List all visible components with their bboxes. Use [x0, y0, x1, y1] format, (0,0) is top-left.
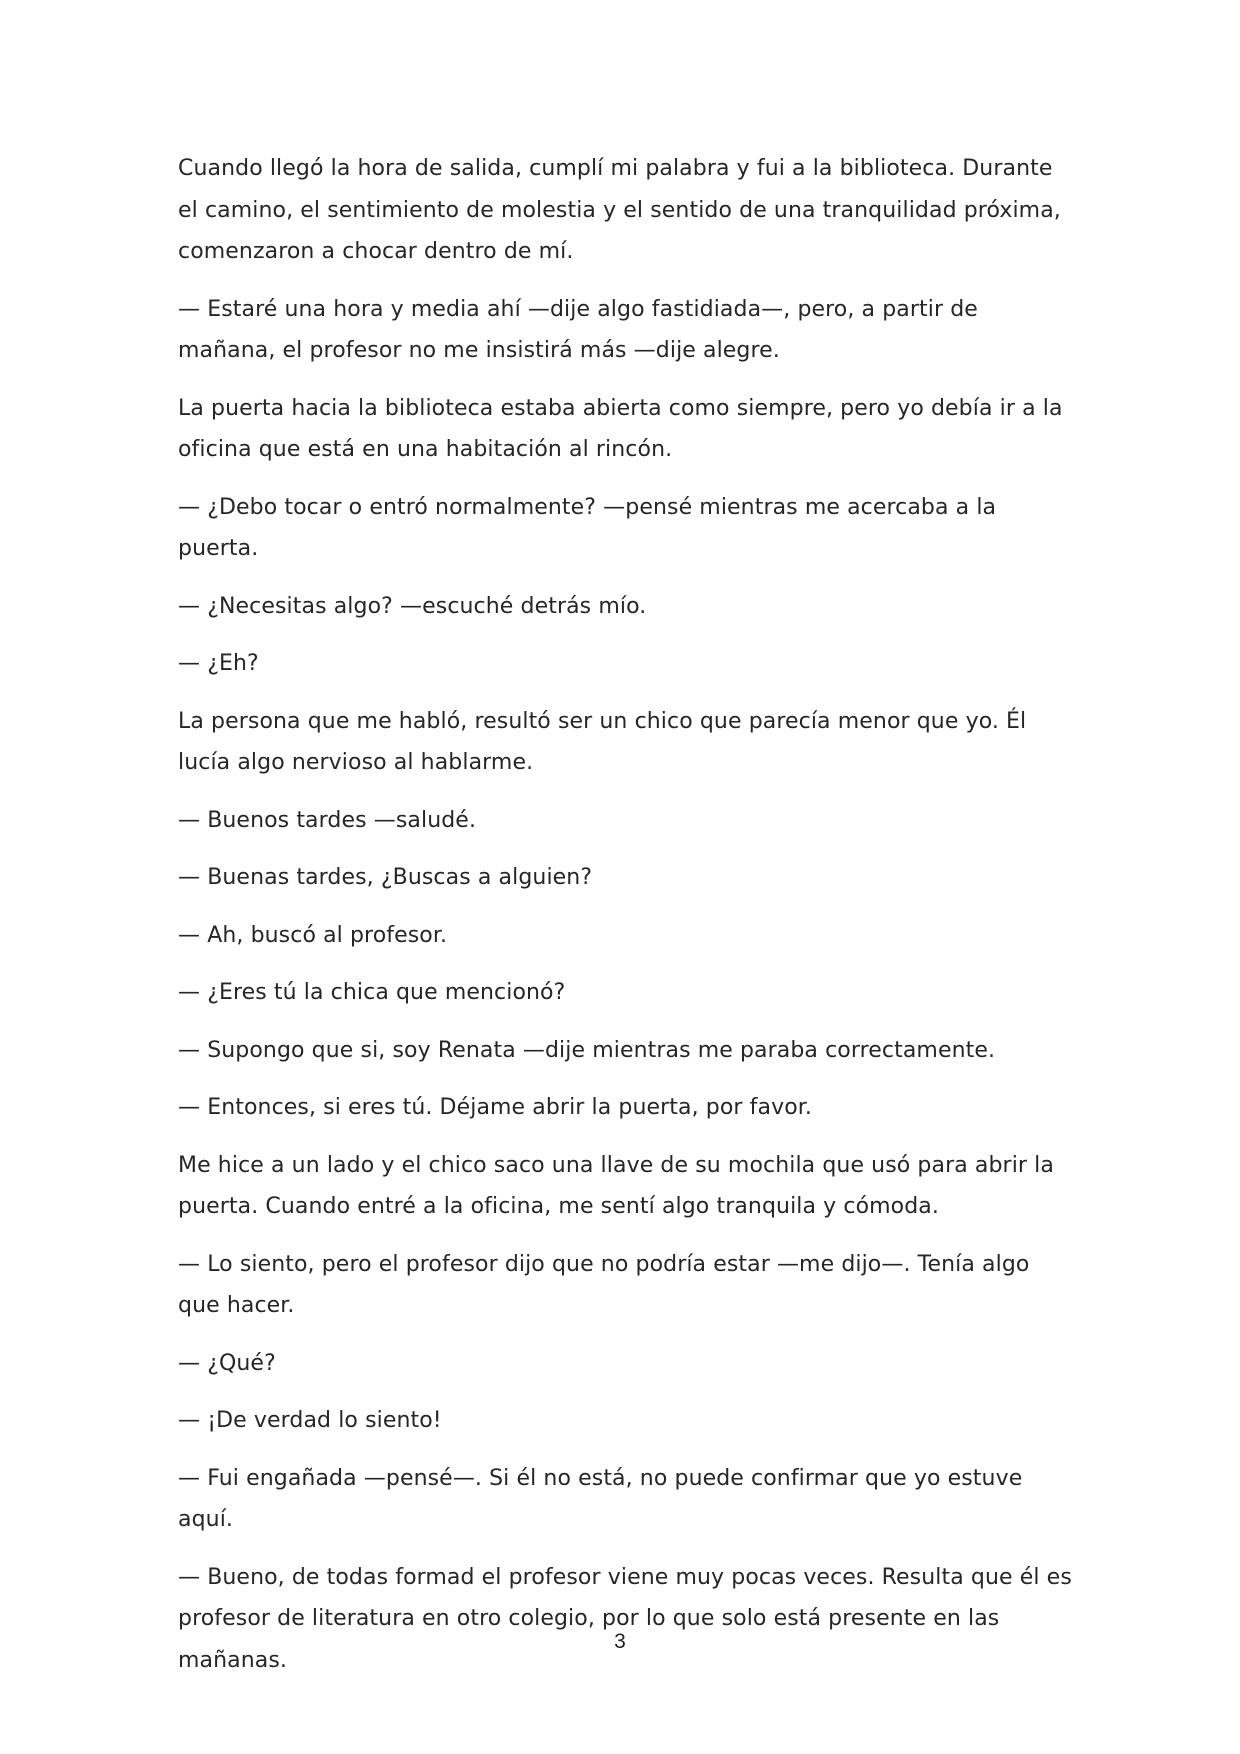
paragraph: — ¡De verdad lo siento! [178, 1408, 442, 1433]
paragraph: — ¿Eh? [178, 651, 259, 676]
paragraph: La persona que me habló, resultó ser un chico que parecía menor que yo. Él lucía algo nervioso al hablarme. [178, 708, 1027, 775]
paragraph: Cuando llegó la hora de salida, cumplí mi palabra y fui a la biblioteca. Durante el camino, el sentimiento de molestia y el sentido de una tranquilidad próxima, comenzaron a chocar dentro de mí. [178, 156, 1061, 264]
paragraph: — Buenas tardes, ¿Buscas a alguien? [178, 865, 593, 890]
paragraph: — Supongo que si, soy Renata —dije mientras me paraba correctamente. [178, 1037, 996, 1063]
paragraph: — Bueno, de todas formad el profesor viene muy pocas veces. Resulta que él es profesor de literatura en otro colegio, por lo que solo está presente en las mañanas. [178, 1564, 1072, 1673]
paragraph: — Lo siento, pero el profesor dijo que no podría estar —me dijo—. Tenía algo que hacer. [178, 1251, 1030, 1318]
paragraph: — Entonces, si eres tú. Déjame abrir la puerta, por favor. [178, 1095, 812, 1120]
paragraph: — Ah, buscó al profesor. [178, 922, 448, 948]
body-text [178, 148, 1078, 1697]
page-number: 3 [614, 1630, 626, 1653]
paragraph: La puerta hacia la biblioteca estaba abierta como siempre, pero yo debía ir a la oficina que está en una habitación al rincón. [178, 395, 1063, 462]
paragraph: — Fui engañada —pensé—. Si él no está, no puede confirmar que yo estuve aquí. [178, 1465, 1023, 1532]
paragraph: — ¿Necesitas algo? —escuché detrás mío. [178, 593, 647, 619]
paragraph: — Buenos tardes —saludé. [178, 807, 477, 833]
paragraph: — ¿Debo tocar o entró normalmente? —pensé mientras me acercaba a la puerta. [178, 494, 997, 561]
paragraph: Me hice a un lado y el chico saco una llave de su mochila que usó para abrir la puerta. Cuando entré a la oficina, me sentí algo tranquila y cómoda. [178, 1152, 1054, 1219]
paragraph: — Estaré una hora y media ahí —dije algo fastidiada—, pero, a partir de mañana, el profesor no me insistirá más —dije alegre. [178, 296, 978, 363]
paragraph: — ¿Qué? [178, 1350, 276, 1376]
paragraph: — ¿Eres tú la chica que mencionó? [178, 980, 566, 1005]
